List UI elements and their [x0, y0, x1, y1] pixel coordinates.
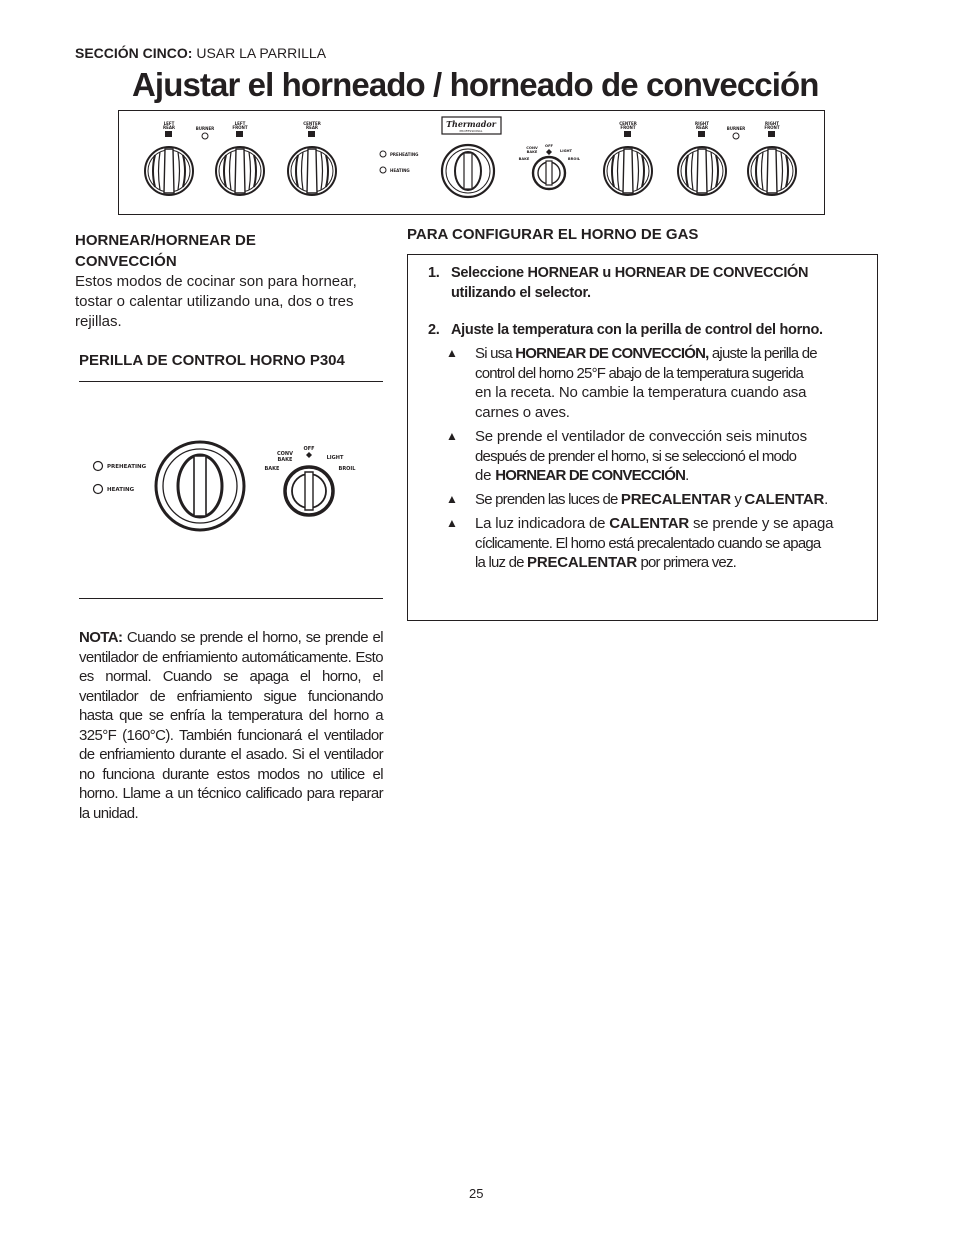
intro-text-line: rejillas.	[75, 313, 122, 330]
bullet-bold-text: HORNEAR DE CONVECCIÓN	[495, 467, 686, 484]
bullet-text: ajuste la perilla de	[708, 345, 817, 362]
selector-label: LIGHT	[559, 149, 573, 153]
section-name: USAR LA PARRILLA	[196, 45, 327, 61]
knob-label: FRONT	[232, 125, 248, 130]
mode-heading-line1: HORNEAR/HORNEAR DE	[75, 232, 256, 249]
brand-logo: Thermador	[446, 119, 496, 129]
bullet-text: cíclicamente. El horno está precalentado cuando se apaga	[475, 534, 821, 552]
selector-label: BAKE	[526, 150, 538, 154]
preheating-label: PREHEATING	[107, 464, 147, 470]
selector-knob-icon	[533, 157, 565, 189]
heating-label: HEATING	[107, 487, 135, 493]
knob-left-front-icon	[216, 147, 264, 195]
step-number: 2.	[428, 322, 440, 338]
mode-heading-line2: CONVECCIÓN	[75, 253, 177, 270]
knob-label: CENTER	[303, 121, 321, 126]
step-1-line: utilizando el selector.	[451, 285, 591, 301]
knob-label: RIGHT	[695, 121, 709, 126]
bullet-text: Se prende el ventilador de convección seis minutos	[475, 428, 807, 445]
bullet-text: se prende y se apaga	[689, 515, 834, 532]
knob-label: REAR	[163, 125, 175, 130]
bullet-text: carnes o aves.	[475, 403, 570, 421]
bullet-bold-text: PRECALENTAR	[527, 554, 638, 571]
intro-text-line: Estos modos de cocinar son para hornear,	[75, 273, 357, 290]
knob-label: FRONT	[620, 125, 636, 130]
bullet-bold-text: PRECALENTAR	[620, 491, 731, 508]
oven-knob-figure-drawing	[79, 430, 383, 540]
bullet-text: .	[824, 491, 829, 508]
burner-label: BURNER	[195, 126, 215, 131]
selector-label: BAKE	[518, 157, 530, 161]
knob-label: RIGHT	[765, 121, 779, 126]
burner-indicator-icon	[733, 133, 739, 139]
note-text: Cuando se prende el horno, se prende el ventilador de enfriamiento automáticamente. Esto es normal. Cuando se apaga el horno, el ventilador de enfriamiento sigue funcionando hasta que se enfría la temperatura del horno a 325°F (160°C). También funcionará el ventilador de enfriamiento durante el asado. Si el ventilador no funciona durante estos modos no utilice el horno. Llame a un técnico calificado para reparar la unidad.	[79, 629, 383, 822]
knob-label: FRONT	[764, 125, 780, 130]
bullet-text: control del horno 25°F abajo de la temperatura sugerida	[475, 364, 804, 382]
bullet-text: después de prender el horno, si se seleccionó el modo	[475, 447, 797, 465]
step-1-line: Seleccione HORNEAR u HORNEAR DE CONVECCIÓN	[451, 265, 809, 281]
step-number: 1.	[428, 265, 440, 281]
intro-text-line: tostar o calentar utilizando una, dos o tres	[75, 293, 354, 310]
bullet-text: Si usa	[475, 345, 516, 362]
gas-oven-heading: PARA CONFIGURAR EL HORNO DE GAS	[407, 226, 699, 243]
selector-label: BAKE	[277, 457, 293, 463]
knob-label: LEFT	[163, 121, 175, 126]
knob-right-front-icon	[748, 147, 796, 195]
heating-light-icon	[94, 485, 103, 494]
burner-indicator-icon	[202, 133, 208, 139]
oven-knob-icon	[442, 145, 494, 197]
divider	[79, 598, 383, 599]
selector-label: OFF	[303, 446, 315, 452]
bullet-bold-text: CALENTAR	[744, 491, 825, 508]
knob-label: LEFT	[234, 121, 246, 126]
bullet-triangle-icon: ▲	[446, 492, 458, 506]
selector-label: BROIL	[567, 157, 581, 161]
bullet-text: .	[685, 467, 690, 484]
selector-label: BROIL	[338, 466, 356, 472]
bullet-text: en la receta. No cambie la temperatura cuando asa	[475, 384, 807, 401]
off-marker-icon	[546, 149, 552, 155]
control-panel-drawing	[119, 111, 824, 214]
selector-label: BAKE	[264, 466, 280, 472]
oven-knob-figure	[79, 430, 383, 540]
bullet-text: y	[730, 491, 745, 508]
burner-label: BURNER	[726, 126, 746, 131]
knob-heading: PERILLA DE CONTROL HORNO P304	[79, 352, 345, 369]
bullet-text: Se prenden las luces de	[475, 491, 621, 508]
heating-light-icon	[380, 167, 386, 173]
bullet-bold-text: CALENTAR	[609, 515, 690, 532]
brand-sub: PROFESSIONAL	[459, 129, 483, 133]
instructions-box	[407, 254, 878, 621]
bullet-text: de	[475, 467, 496, 484]
page-title: Ajustar el horneado / horneado de convección	[132, 66, 819, 103]
knob-center-front-icon	[604, 147, 652, 195]
preheating-light-icon	[94, 462, 103, 471]
section-line	[75, 45, 326, 61]
note-label: NOTA:	[79, 629, 123, 646]
preheating-light-icon	[380, 151, 386, 157]
knob-center-rear-icon	[288, 147, 336, 195]
heating-label: HEATING	[390, 168, 410, 173]
bullet-triangle-icon: ▲	[446, 346, 458, 360]
note-paragraph	[79, 628, 383, 823]
bullet-text: La luz indicadora de	[475, 515, 610, 532]
off-marker-icon	[306, 452, 312, 458]
knob-label: CENTER	[619, 121, 637, 126]
control-panel-illustration	[118, 110, 825, 215]
intro-section	[75, 230, 385, 332]
step-2-text: Ajuste la temperatura con la perilla de control del horno.	[451, 322, 823, 338]
selector-label: OFF	[545, 144, 553, 148]
knob-right-rear-icon	[678, 147, 726, 195]
selector-label: CONV	[277, 451, 293, 457]
bullet-bold-text: HORNEAR DE CONVECCIÓN,	[515, 345, 709, 362]
bullet-text: la luz de	[475, 554, 528, 571]
knob-label: REAR	[306, 125, 318, 130]
page-number: 25	[469, 1186, 484, 1201]
selector-label: CONV	[526, 146, 538, 150]
bullet-triangle-icon: ▲	[446, 429, 458, 443]
section-label: SECCIÓN CINCO:	[75, 45, 193, 61]
bullet-triangle-icon: ▲	[446, 516, 458, 530]
oven-temperature-knob-icon	[156, 442, 244, 530]
divider	[79, 381, 383, 382]
knob-label: REAR	[696, 125, 708, 130]
knob-left-rear-icon	[145, 147, 193, 195]
selector-label: LIGHT	[326, 455, 344, 461]
bullet-text: por primera vez.	[637, 554, 737, 571]
preheating-label: PREHEATING	[390, 152, 419, 157]
mode-selector-knob-icon	[285, 467, 333, 515]
